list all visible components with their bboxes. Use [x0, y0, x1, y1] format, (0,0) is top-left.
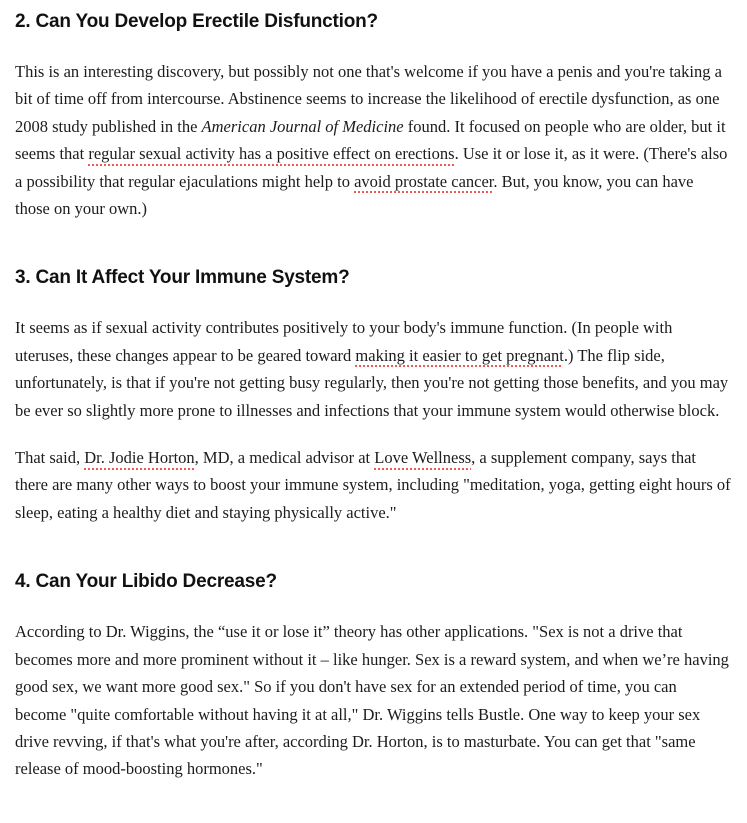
text-run: , a supplement company, says that there are many other ways to boost your immune system, including "meditation, yoga, getting eight hours of sleep, eating a healthy diet and staying physically active." [15, 448, 731, 522]
text-run: , MD, a medical advisor at [194, 448, 375, 468]
inline-link[interactable]: regular sexual activity has a positive effect on erections [88, 144, 455, 164]
section-heading: 3. Can It Affect Your Immune System? [15, 267, 350, 289]
article-section [15, 570, 732, 782]
text-run: . But, you know, you can have those on your own.) [15, 171, 694, 219]
section-heading: 4. Can Your Libido Decrease? [15, 571, 277, 593]
article-section [15, 266, 732, 526]
text-run: That said, [15, 448, 85, 468]
body-paragraph [15, 444, 732, 526]
inline-link[interactable]: avoid prostate cancer [354, 171, 494, 191]
inline-link[interactable]: Love Wellness [374, 448, 472, 468]
article-sections [15, 10, 732, 783]
inline-link[interactable]: making it easier to get pregnant [355, 345, 564, 365]
text-run: According to Dr. Wiggins, the “use it or lose it” theory has other applications. "Sex is not a drive that becomes more and more prominent without it – like hunger. Sex is a reward system, and when we’re having good sex, we want more good sex." So if you don't have sex for an extended period of time, you can become "quite comfortable without having it at all," Dr. Wiggins tells Bustle. One way to keep your sex drive revving, if that's what you're after, according Dr. Horton, is to masturbate. You can get that "same release of mood-boosting hormones." [15, 622, 729, 779]
text-run: . Use it or lose it, as it were. (There's also a possibility that regular ejaculations might help to [15, 144, 728, 191]
text-run: This is an interesting discovery, but possibly not one that's welcome if you have a penis and you're taking a bit of time off from intercourse. Abstinence seems to increase the likelihood of erectile dysfunction, as one 2008 study published in the [15, 62, 722, 136]
text-run: It seems as if sexual activity contributes positively to your body's immune function. (In people with uteruses, these changes appear to be geared toward [15, 318, 673, 365]
text-run: found. It focused on people who are older, but it seems that [15, 116, 726, 164]
section-heading: 2. Can You Develop Erectile Disfunction? [15, 11, 378, 32]
italic-text: American Journal of Medicine [201, 116, 404, 136]
body-paragraph [15, 618, 732, 782]
inline-link[interactable]: Dr. Jodie Horton [84, 448, 195, 468]
text-run: .) The flip side, unfortunately, is that if you're not getting busy regularly, then you're not getting those benefits, and you may be ever so slightly more prone to illnesses and infections that your immune system would otherwise block. [15, 345, 729, 420]
body-paragraph [15, 314, 732, 424]
article-section [15, 10, 732, 222]
body-paragraph [15, 58, 732, 222]
